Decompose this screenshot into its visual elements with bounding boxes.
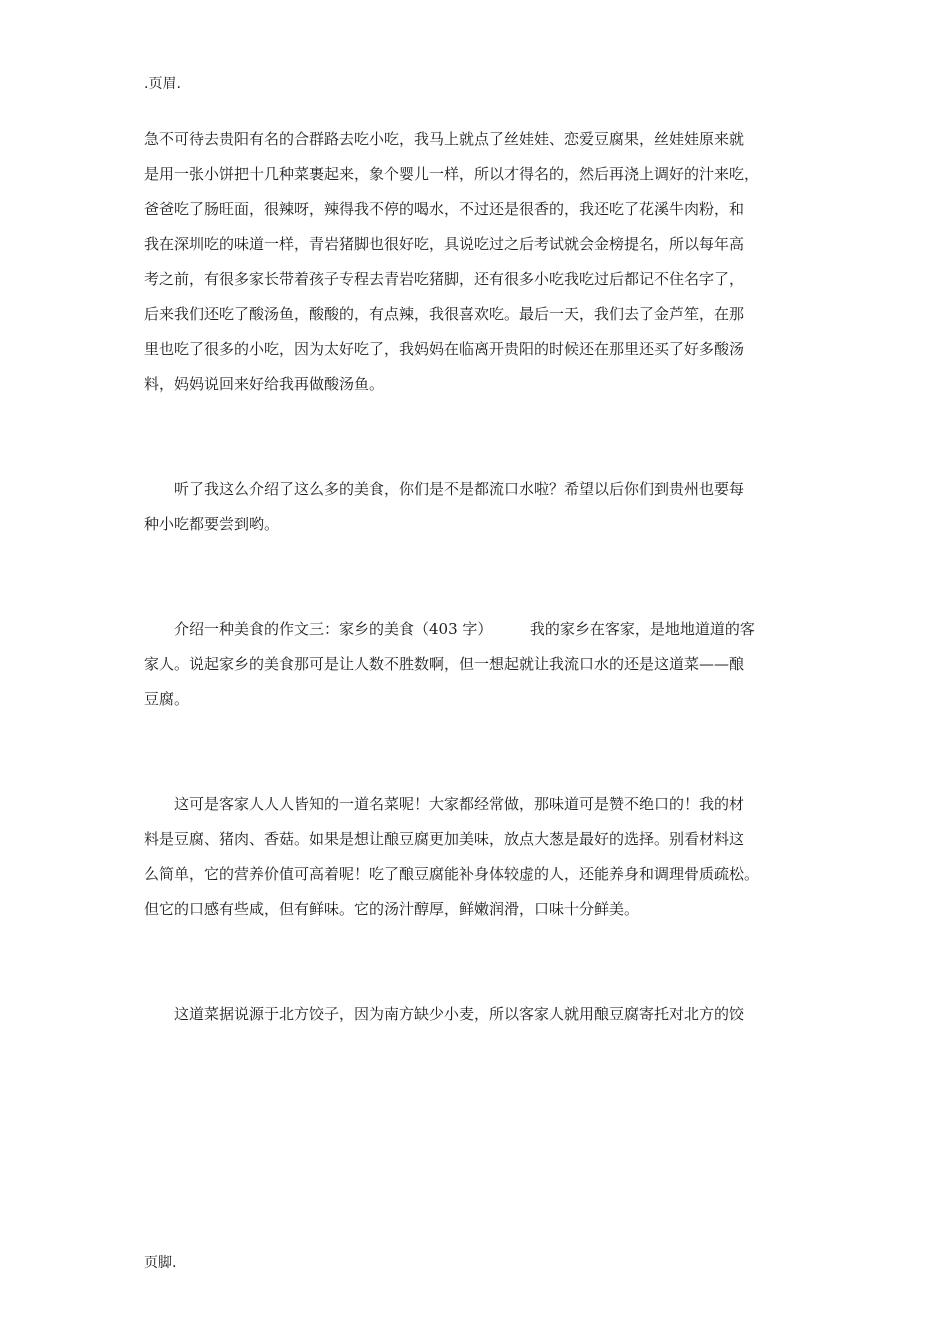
text-line: 后来我们还吃了酸汤鱼，酸酸的，有点辣，我很喜欢吃。最后一天，我们去了金芦笙，在那 (144, 305, 745, 323)
text-line: 么简单，它的营养价值可高着呢！吃了酿豆腐能补身体较虚的人，还能养身和调理骨质疏松。 (144, 865, 760, 883)
text-line: 这道菜据说源于北方饺子，因为南方缺少小麦，所以客家人就用酿豆腐寄托对北方的饺 (144, 1005, 745, 1023)
paragraph-gap (144, 577, 808, 612)
paragraph (144, 472, 808, 542)
paragraph-gap (144, 962, 808, 997)
text-line: 这可是客家人人人皆知的一道名菜呢！大家都经常做，那味道可是赞不绝口的！我的材 (144, 795, 745, 813)
text-line: 介绍一种美食的作文三：家乡的美食（403 字） 我的家乡在客家，是地地道道的客 (144, 620, 755, 638)
paragraph-gap (144, 717, 808, 752)
paragraph (144, 997, 808, 1032)
text-line: 爸爸吃了肠旺面，很辣呀，辣得我不停的喝水，不过还是很香的，我还吃了花溪牛肉粉，和 (144, 200, 745, 218)
paragraph-gap (144, 437, 808, 472)
text-line: 料是豆腐、猪肉、香菇。如果是想让酿豆腐更加美味，放点大葱是最好的选择。别看材料这 (144, 830, 745, 848)
page-footer: 页脚. (144, 1255, 177, 1271)
document-body (144, 122, 808, 1032)
text-line: 我在深圳吃的味道一样，青岩猪脚也很好吃，具说吃过之后考试就会金榜提名，所以每年高 (144, 235, 745, 253)
paragraph (144, 787, 808, 927)
page-header: .页眉. (144, 76, 181, 92)
text-line: 急不可待去贵阳有名的合群路去吃小吃，我马上就点了丝娃娃、恋爱豆腐果，丝娃娃原来就 (144, 130, 745, 148)
text-line: 家人。说起家乡的美食那可是让人数不胜数啊，但一想起就让我流口水的还是这道菜——酿 (144, 655, 745, 673)
paragraph-gap (144, 542, 808, 577)
text-line: 是用一张小饼把十几种菜裹起来，象个婴儿一样，所以才得名的，然后再浇上调好的汁来吃， (144, 165, 760, 183)
text-line: 考之前，有很多家长带着孩子专程去青岩吃猪脚，还有很多小吃我吃过后都记不住名字了， (144, 270, 745, 288)
text-line: 料，妈妈说回来好给我再做酸汤鱼。 (144, 375, 385, 393)
text-line: 里也吃了很多的小吃，因为太好吃了，我妈妈在临离开贵阳的时候还在那里还买了好多酸汤 (144, 340, 745, 358)
text-line: 种小吃都要尝到哟。 (144, 515, 280, 533)
paragraph (144, 612, 808, 717)
paragraph-gap (144, 402, 808, 437)
text-line: 听了我这么介绍了这么多的美食，你们是不是都流口水啦？希望以后你们到贵州也要每 (144, 480, 745, 498)
paragraph-gap (144, 752, 808, 787)
paragraph-gap (144, 927, 808, 962)
text-line: 但它的口感有些咸，但有鲜味。它的汤汁醇厚，鲜嫩润滑，口味十分鲜美。 (144, 900, 640, 918)
text-line: 豆腐。 (144, 690, 190, 708)
paragraph (144, 122, 808, 402)
